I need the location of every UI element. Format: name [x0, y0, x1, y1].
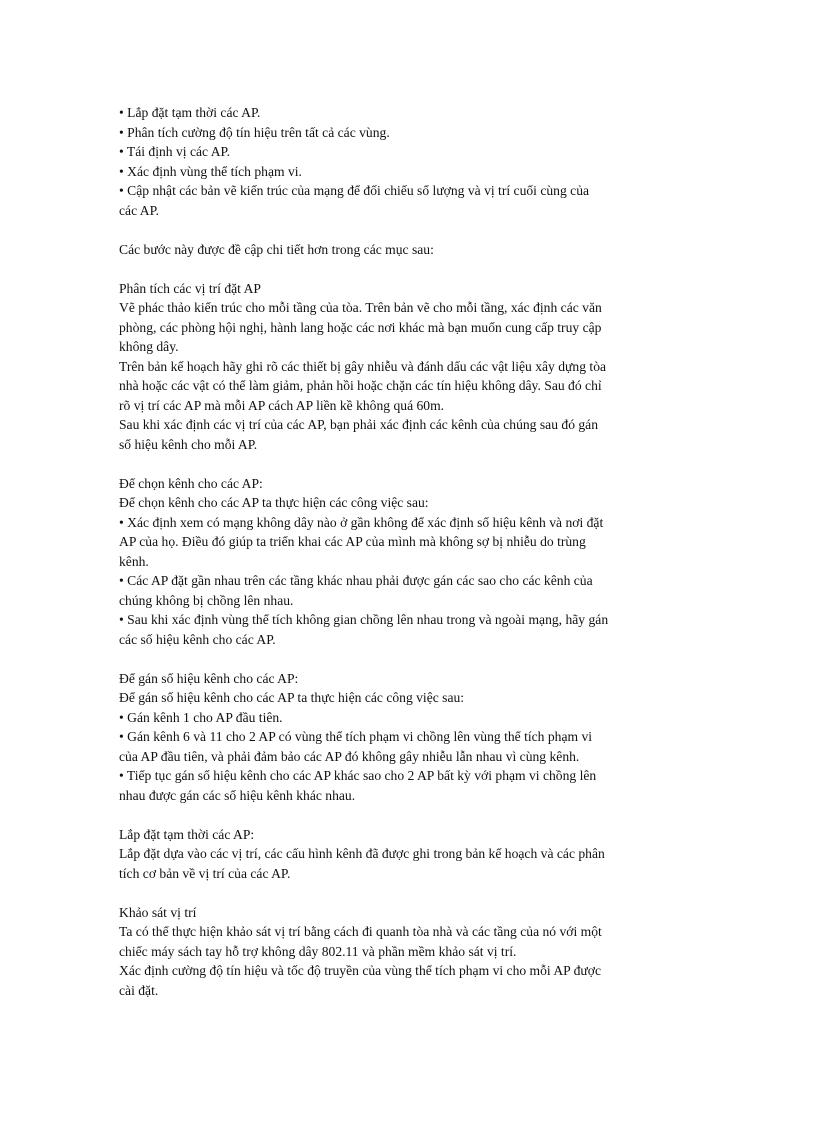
text-line: chúng không bị chồng lên nhau. [119, 592, 294, 608]
text-line: • Phân tích cường độ tín hiệu trên tất cả các vùng. [119, 124, 390, 140]
text-line: các số hiệu kênh cho các AP. [119, 631, 276, 647]
text-line: • Các AP đặt gần nhau trên các tầng khác nhau phải được gán các sao cho các kênh của [119, 573, 593, 588]
text-line: của AP đầu tiên, và phải đảm bảo các AP đó không gây nhiễu lẫn nhau vì cùng kênh. [119, 748, 580, 764]
text-line: các AP. [119, 202, 160, 218]
paragraph [119, 903, 699, 1001]
text-line: • Xác định vùng thể tích phạm vi. [119, 163, 302, 179]
text-line: • Tái định vị các AP. [119, 144, 230, 159]
text-line: Để chọn kênh cho các AP ta thực hiện các công việc sau: [119, 495, 429, 510]
text-line: phòng, các phòng hội nghị, hành lang hoặc các nơi khác mà bạn muốn cung cấp truy cập [119, 319, 602, 335]
text-line: AP của họ. Điều đó giúp ta triển khai các AP của mình mà không sợ bị nhiễu do trùng [119, 534, 586, 549]
text-line: kênh. [119, 553, 149, 569]
text-line: • Gán kênh 6 và 11 cho 2 AP có vùng thể tích phạm vi chồng lên vùng thể tích phạm vi [119, 729, 593, 744]
text-line: cài đặt. [119, 982, 159, 998]
text-line: không dây. [119, 339, 179, 354]
text-line: Để gán số hiệu kênh cho các AP: [119, 670, 299, 686]
text-line: • Cập nhật các bản vẽ kiến trúc của mạng để đối chiếu số lượng và vị trí cuối cùng của [119, 183, 590, 198]
text-line: Xác định cường độ tín hiệu và tốc độ truyền của vùng thể tích phạm vi cho mỗi AP được [119, 963, 602, 978]
text-line: Để gán số hiệu kênh cho các AP ta thực hiện các công việc sau: [119, 690, 465, 705]
document-page [119, 103, 699, 1000]
text-line: • Sau khi xác định vùng thể tích không gian chồng lên nhau trong và ngoài mạng, hãy gán [119, 612, 609, 627]
text-line: số hiệu kênh cho mỗi AP. [119, 436, 258, 452]
paragraph [119, 825, 699, 884]
paragraph-gap [119, 883, 699, 903]
paragraph [119, 240, 699, 260]
text-line: • Tiếp tục gán số hiệu kênh cho các AP khác sao cho 2 AP bất kỳ với phạm vi chồng lên [119, 768, 597, 783]
text-line: • Gán kênh 1 cho AP đầu tiên. [119, 709, 283, 725]
text-line: rõ vị trí các AP mà mỗi AP cách AP liền kề không quá 60m. [119, 397, 445, 413]
text-line: Để chọn kênh cho các AP: [119, 475, 263, 491]
paragraph-gap [119, 220, 699, 240]
text-line: Trên bản kế hoạch hãy ghi rõ các thiết bị gây nhiễu và đánh dấu các vật liệu xây dựng tòa [119, 358, 607, 374]
text-line: tích cơ bản về vị trí của các AP. [119, 865, 291, 881]
text-line: nhau được gán các số hiệu kênh khác nhau. [119, 787, 356, 803]
text-line: Khảo sát vị trí [119, 904, 197, 920]
paragraph-gap [119, 454, 699, 474]
text-line: Sau khi xác định các vị trí của các AP, bạn phải xác định các kênh của chúng sau đó gán [119, 417, 599, 432]
paragraph [119, 103, 699, 220]
text-line: Vẽ phác thảo kiến trúc cho mỗi tầng của tòa. Trên bản vẽ cho mỗi tầng, xác định các văn [119, 300, 602, 315]
paragraph-gap [119, 649, 699, 669]
text-line: Ta có thể thực hiện khảo sát vị trí bằng cách đi quanh tòa nhà và các tầng của nó với một [119, 924, 602, 939]
paragraph [119, 474, 699, 650]
text-line: chiếc máy sách tay hỗ trợ không dây 802.11 và phần mềm khảo sát vị trí. [119, 943, 517, 959]
paragraph [119, 279, 699, 455]
text-line: nhà hoặc các vật có thể làm giảm, phản hồi hoặc chặn các tín hiệu không dây. Sau đó chỉ [119, 378, 602, 393]
text-line: • Lắp đặt tạm thời các AP. [119, 105, 261, 120]
text-line: • Xác định xem có mạng không dây nào ở gần không để xác định số hiệu kênh và nơi đặt [119, 514, 604, 530]
text-line: Phân tích các vị trí đặt AP [119, 280, 261, 296]
text-line: Các bước này được đề cập chi tiết hơn trong các mục sau: [119, 241, 434, 257]
text-line: Lắp đặt tạm thời các AP: [119, 826, 255, 842]
paragraph-gap [119, 259, 699, 279]
text-line: Lắp đặt dựa vào các vị trí, các cấu hình kênh đã được ghi trong bản kế hoạch và các phân [119, 846, 605, 861]
paragraph-gap [119, 805, 699, 825]
paragraph [119, 669, 699, 806]
